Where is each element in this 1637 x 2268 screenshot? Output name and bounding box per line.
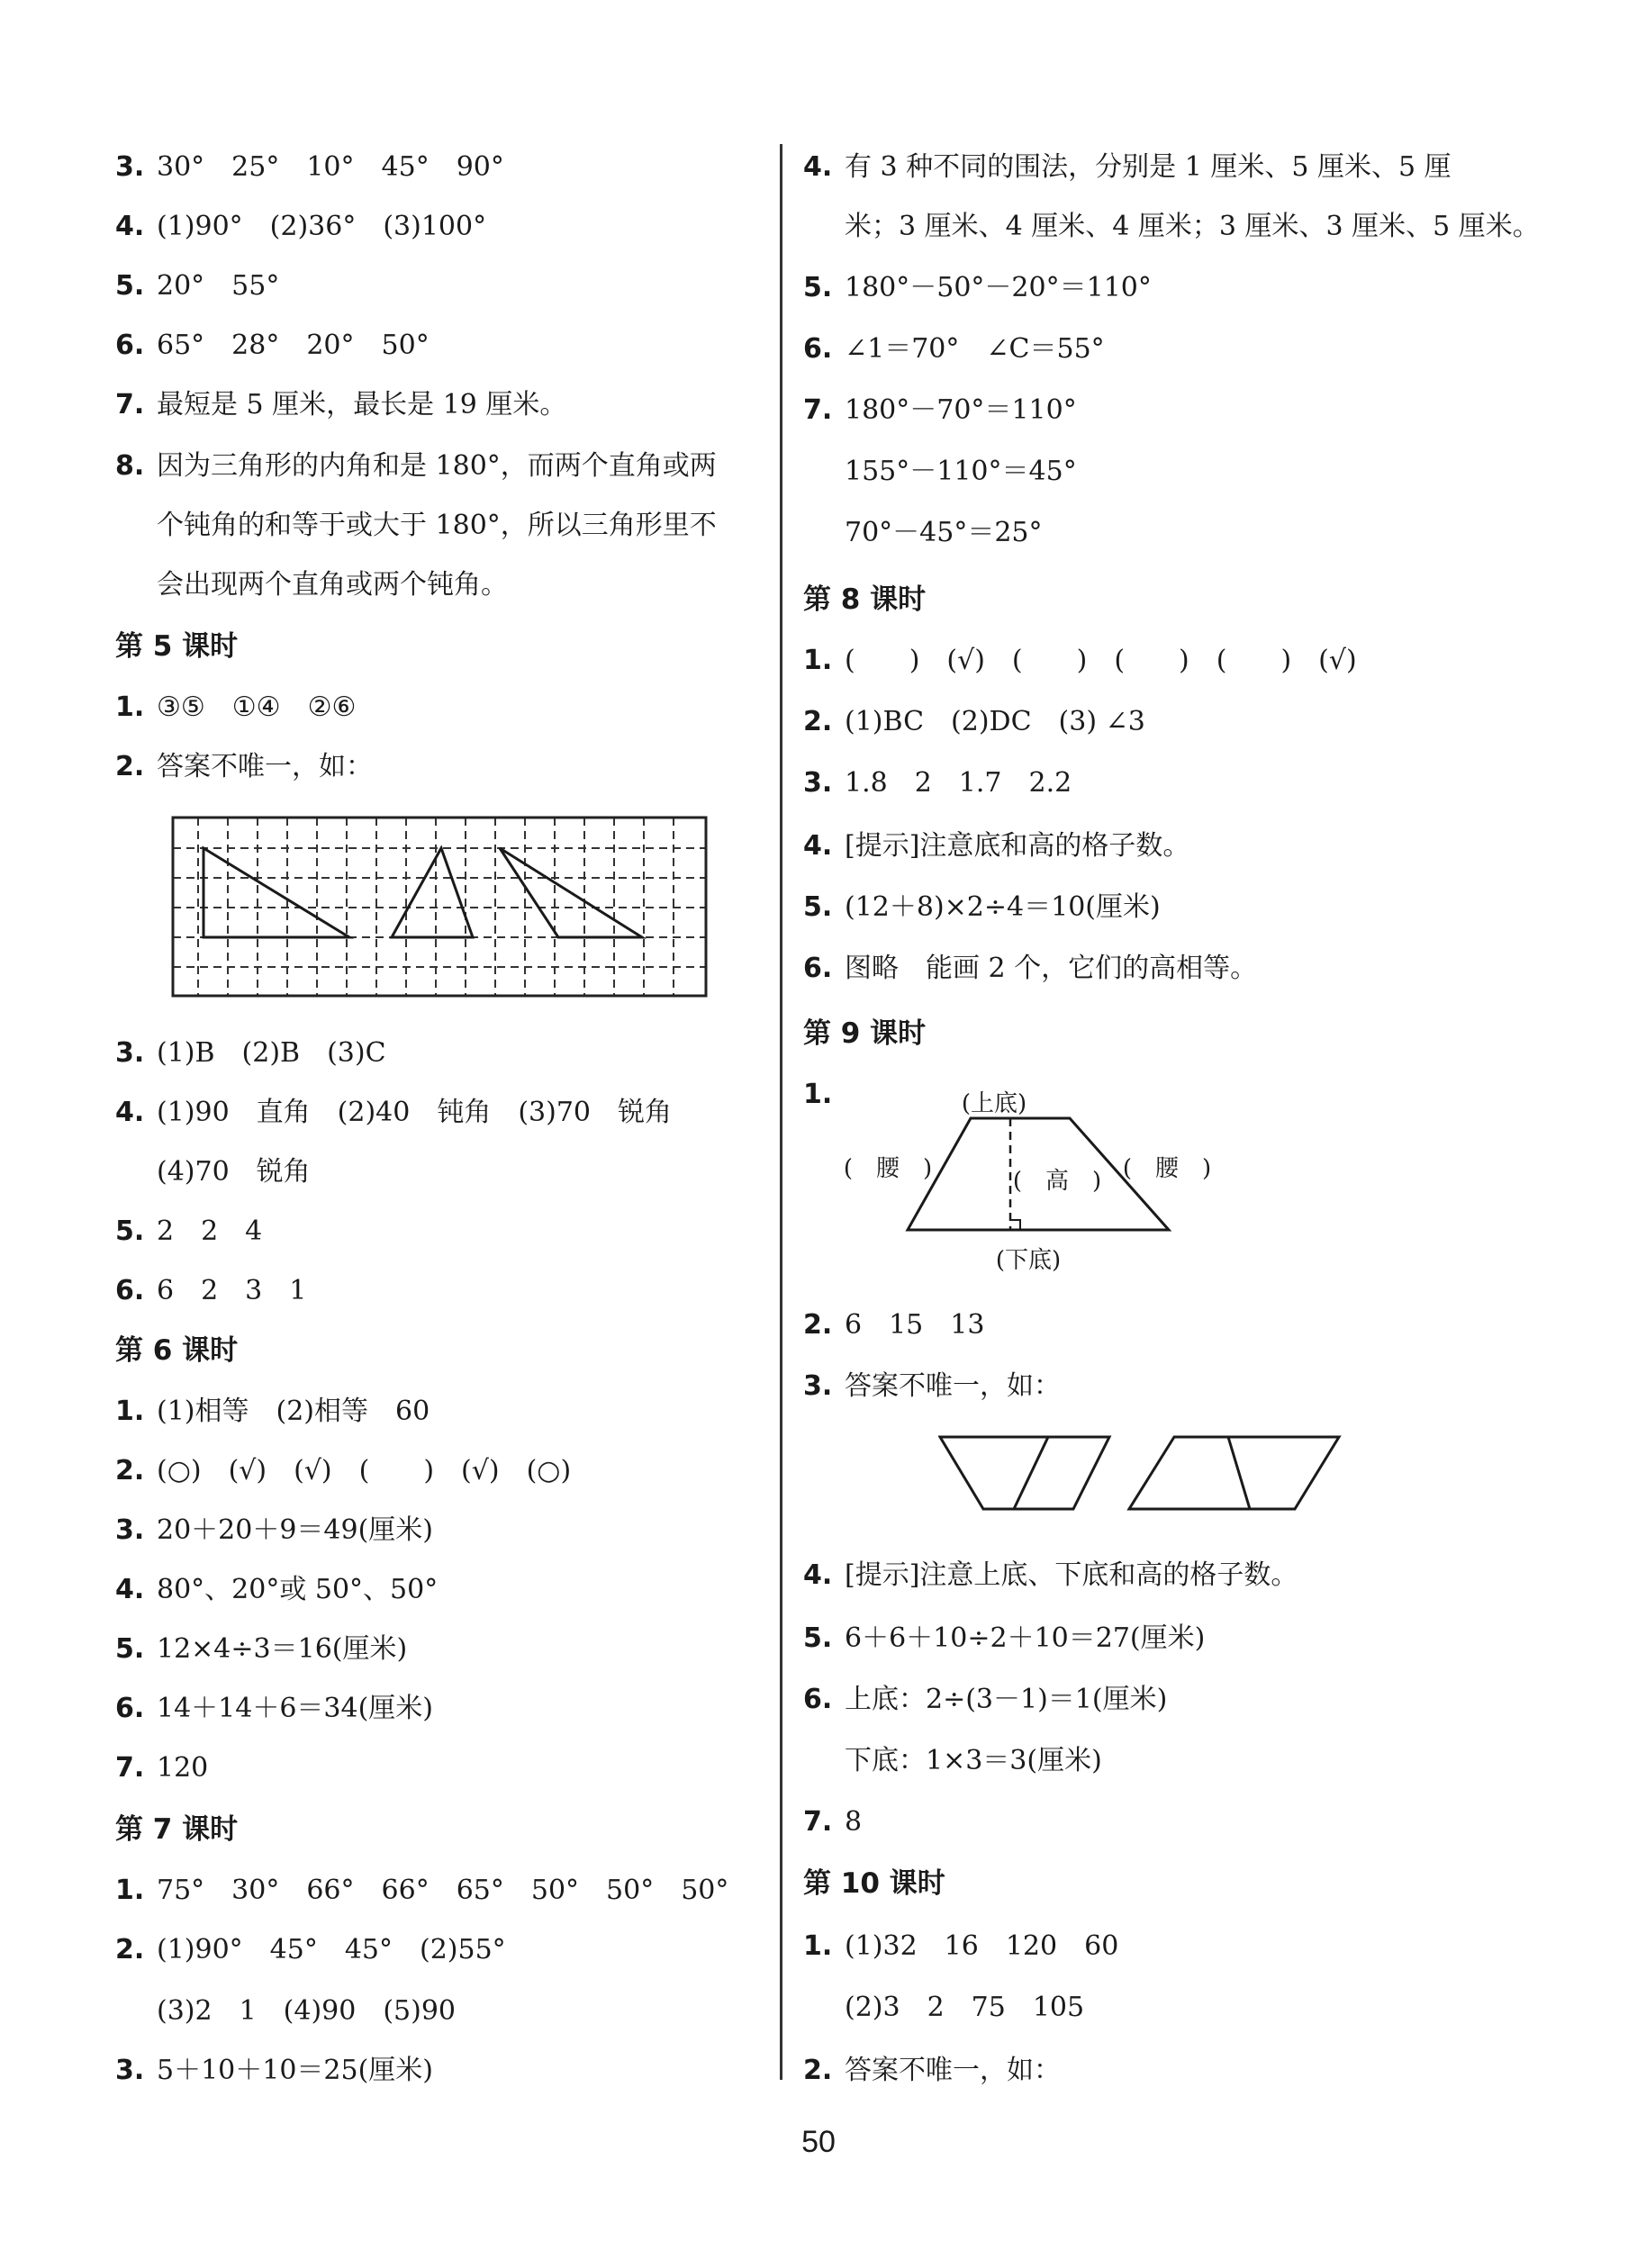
right-angle-mark: [1010, 1220, 1020, 1230]
answer-7-cont: 70°－45°＝25°: [845, 517, 1043, 548]
answer-7: 7. 180°－70°＝110°: [803, 394, 1077, 426]
answer-3: 3. 答案不唯一，如：: [803, 1370, 1061, 1402]
answer-6: 6. 图略 能画 2 个，它们的高相等。: [803, 953, 1258, 984]
answer-1: 1.: [803, 1079, 833, 1110]
answer-4: 4. [提示]注意上底、下底和高的格子数。: [803, 1559, 1298, 1591]
answer-3: 3. 1.8 2 1.7 2.2: [803, 767, 1072, 799]
answer-4-cont: 米；3 厘米、4 厘米、4 厘米；3 厘米、3 厘米、5 厘米。: [845, 211, 1540, 242]
lesson-9-heading: 第 9 课时: [803, 1017, 927, 1050]
obtuse-triangle: [500, 848, 642, 937]
answer-6-cont: 下底：1×3＝3(厘米): [845, 1745, 1102, 1776]
answer-1: 1. ③⑤ ①④ ②⑥: [115, 691, 357, 723]
answer-3: 3. 20＋20＋9＝49(厘米): [115, 1514, 434, 1546]
right-triangle: [203, 848, 349, 937]
answer-5: 5. 2 2 4: [115, 1215, 263, 1247]
answer-4: 4. 80°、20°或 50°、50°: [115, 1574, 439, 1605]
answer-1: 1. (1)相等 (2)相等 60: [115, 1396, 430, 1427]
column-divider: [780, 144, 782, 2080]
trapezoid-shape: [1129, 1437, 1339, 1509]
answer-1: 1. 75° 30° 66° 66° 65° 50° 50° 50°: [115, 1875, 729, 1906]
answer-5: 5. 6＋6＋10÷2＋10＝27(厘米): [803, 1622, 1206, 1654]
answer-7: 7. 最短是 5 厘米，最长是 19 厘米。: [115, 389, 567, 420]
answer-7-cont: 155°－110°＝45°: [845, 456, 1077, 487]
answer-6: 6. ∠1＝70° ∠C＝55°: [803, 333, 1105, 365]
answer-5: 5. (12＋8)×2÷4＝10(厘米): [803, 891, 1161, 923]
answer-3: 3. 30° 25° 10° 45° 90°: [115, 151, 504, 183]
bottom-base-label: (下底): [995, 1247, 1062, 1274]
trapezoid-shape: [940, 1437, 1109, 1509]
answer-5: 5. 180°－50°－20°＝110°: [803, 272, 1152, 303]
trapezoid-figure: [836, 1071, 1214, 1288]
answer-6: 6. 14＋14＋6＝34(厘米): [115, 1693, 434, 1724]
answer-4: 4. (1)90° (2)36° (3)100°: [115, 211, 487, 242]
split-line: [1014, 1437, 1048, 1509]
split-line: [1228, 1437, 1250, 1509]
answer-2: 2. (1)BC (2)DC (3) ∠3: [803, 706, 1145, 737]
answer-1: 1. ( ) (√) ( ) ( ) ( ) (√): [803, 645, 1357, 676]
acute-triangle: [392, 848, 473, 937]
answer-5: 5. 12×4÷3＝16(厘米): [115, 1633, 408, 1665]
lesson-10-heading: 第 10 课时: [803, 1867, 945, 1900]
lesson-6-heading: 第 6 课时: [115, 1334, 239, 1367]
answer-3: 3. 5＋10＋10＝25(厘米): [115, 2055, 434, 2086]
answer-2: 2. 答案不唯一，如：: [803, 2055, 1061, 2086]
answer-8-cont: 会出现两个直角或两个钝角。: [157, 569, 508, 601]
split-trapezoids-figure: [938, 1432, 1479, 1514]
answer-1: 1. (1)32 16 120 60: [803, 1930, 1119, 1962]
answer-8-cont: 个钝角的和等于或大于 180°，所以三角形里不: [157, 510, 717, 541]
left-leg-label: ( 腰 ): [843, 1155, 933, 1182]
answer-2: 2. 答案不唯一，如：: [115, 751, 373, 782]
answer-4: 4. 有 3 种不同的围法，分别是 1 厘米、5 厘米、5 厘: [803, 151, 1452, 183]
answer-8: 8. 因为三角形的内角和是 180°，而两个直角或两: [115, 450, 717, 482]
answer-6: 6. 6 2 3 1: [115, 1275, 307, 1306]
answer-1-cont: (2)3 2 75 105: [845, 1992, 1085, 2023]
grid-triangles-figure: [171, 816, 708, 998]
answer-5: 5. 20° 55°: [115, 270, 280, 302]
answer-4-cont: (4)70 锐角: [157, 1156, 311, 1188]
answer-7: 7. 8: [803, 1806, 863, 1838]
answer-2: 2. (1)90° 45° 45° (2)55°: [115, 1934, 506, 1965]
page-number: 50: [801, 2125, 836, 2159]
answer-6: 6. 上底：2÷(3－1)＝1(厘米): [803, 1684, 1168, 1715]
right-leg-label: ( 腰 ): [1122, 1155, 1212, 1182]
answer-2-cont: (3)2 1 (4)90 (5)90: [157, 1995, 457, 2027]
answer-4: 4. [提示]注意底和高的格子数。: [803, 830, 1190, 862]
lesson-5-heading: 第 5 课时: [115, 630, 239, 663]
height-label: ( 高 ): [1012, 1168, 1102, 1195]
answer-7: 7. 120: [115, 1752, 209, 1784]
answer-3: 3. (1)B (2)B (3)C: [115, 1037, 386, 1069]
answer-2: 2. (○) (√) (√) ( ) (√) (○): [115, 1455, 572, 1486]
lesson-7-heading: 第 7 课时: [115, 1813, 239, 1846]
answer-6: 6. 65° 28° 20° 50°: [115, 330, 430, 361]
lesson-8-heading: 第 8 课时: [803, 583, 927, 616]
answer-4: 4. (1)90 直角 (2)40 钝角 (3)70 锐角: [115, 1097, 673, 1128]
answer-2: 2. 6 15 13: [803, 1309, 985, 1341]
top-base-label: (上底): [961, 1090, 1027, 1117]
